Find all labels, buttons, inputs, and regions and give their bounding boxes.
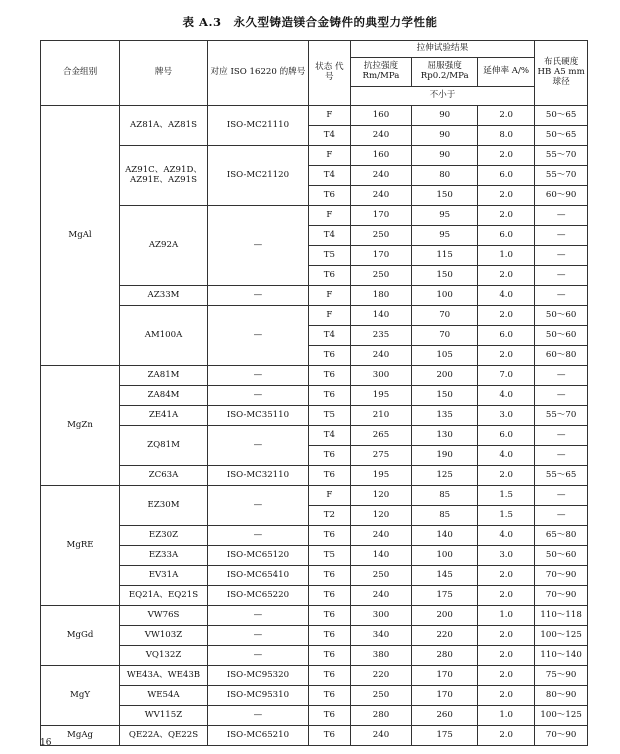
yield-strength-cell: 90 [412,126,478,146]
elongation-cell: 1.5 [478,486,535,506]
hardness-cell: 70～90 [535,586,588,606]
grade-cell: ZA84M [120,386,208,406]
mechanical-properties-table [40,40,588,746]
table-row [41,146,588,166]
state-cell: F [308,486,350,506]
iso-grade-cell: ISO-MC65410 [207,566,308,586]
tensile-strength-cell: 275 [350,446,412,466]
elongation-cell: 1.0 [478,606,535,626]
hardness-cell: 60～80 [535,346,588,366]
hardness-cell: — [535,426,588,446]
alloy-group-cell: MgY [41,666,120,726]
tensile-strength-cell: 300 [350,366,412,386]
yield-strength-cell: 175 [412,726,478,746]
state-cell: T6 [308,466,350,486]
tensile-strength-cell: 250 [350,566,412,586]
yield-strength-cell: 170 [412,666,478,686]
elongation-cell: 2.0 [478,566,535,586]
elongation-cell: 2.0 [478,186,535,206]
page-title: 表 A.3 永久型铸造镁合金铸件的典型力学性能 [182,15,438,29]
hardness-cell: 55～70 [535,166,588,186]
table-row [41,366,588,386]
table-row [41,306,588,326]
elongation-cell: 4.0 [478,446,535,466]
hardness-cell: 55～70 [535,406,588,426]
state-cell: F [308,306,350,326]
tensile-strength-cell: 240 [350,526,412,546]
grade-cell: VW103Z [120,626,208,646]
tensile-strength-cell: 240 [350,126,412,146]
hardness-cell: 70～90 [535,726,588,746]
header-state-code: 状态 代号 [308,41,350,106]
tensile-strength-cell: 210 [350,406,412,426]
state-cell: T4 [308,166,350,186]
iso-grade-cell: ISO-MC95310 [207,686,308,706]
grade-cell: EZ30M [120,486,208,526]
yield-strength-cell: 70 [412,306,478,326]
hardness-cell: 50～60 [535,326,588,346]
table-row [41,206,588,226]
iso-grade-cell: ISO-MC65220 [207,586,308,606]
hardness-cell: 70～90 [535,566,588,586]
elongation-cell: 8.0 [478,126,535,146]
iso-grade-cell: — [207,646,308,666]
hardness-cell: 50～60 [535,546,588,566]
tensile-strength-cell: 140 [350,306,412,326]
state-cell: T5 [308,246,350,266]
grade-cell: QE22A、QE22S [120,726,208,746]
table-row [41,106,588,126]
grade-cell: AZ81A、AZ81S [120,106,208,146]
grade-cell: AZ92A [120,206,208,286]
table-row [41,526,588,546]
iso-grade-cell: ISO-MC65120 [207,546,308,566]
state-cell: T6 [308,386,350,406]
tensile-strength-cell: 160 [350,106,412,126]
state-cell: T6 [308,526,350,546]
elongation-cell: 2.0 [478,206,535,226]
grade-cell: EZ33A [120,546,208,566]
table-row [41,626,588,646]
alloy-group-cell: MgAg [41,726,120,746]
tensile-strength-cell: 340 [350,626,412,646]
elongation-cell: 3.0 [478,406,535,426]
table-row [41,586,588,606]
elongation-cell: 2.0 [478,306,535,326]
state-cell: T4 [308,326,350,346]
tensile-strength-cell: 140 [350,546,412,566]
elongation-cell: 2.0 [478,346,535,366]
header-elongation: 延伸率 A/% [478,58,535,87]
yield-strength-cell: 220 [412,626,478,646]
tensile-strength-cell: 240 [350,186,412,206]
table-row [41,406,588,426]
tensile-strength-cell: 240 [350,166,412,186]
yield-strength-cell: 150 [412,386,478,406]
iso-grade-cell: — [207,286,308,306]
tensile-strength-cell: 195 [350,386,412,406]
iso-grade-cell: ISO-MC35110 [207,406,308,426]
iso-grade-cell: — [207,626,308,646]
table-row [41,606,588,626]
hardness-cell: 100～125 [535,706,588,726]
table-row [41,706,588,726]
yield-strength-cell: 135 [412,406,478,426]
yield-strength-cell: 170 [412,686,478,706]
hardness-cell: 50～60 [535,306,588,326]
alloy-group-cell: MgGd [41,606,120,666]
elongation-cell: 2.0 [478,626,535,646]
yield-strength-cell: 280 [412,646,478,666]
hardness-cell: — [535,506,588,526]
table-row [41,546,588,566]
hardness-cell: 50～65 [535,106,588,126]
tensile-strength-cell: 240 [350,726,412,746]
iso-grade-cell: ISO-MC21110 [207,106,308,146]
yield-strength-cell: 85 [412,486,478,506]
state-cell: T6 [308,686,350,706]
elongation-cell: 2.0 [478,146,535,166]
elongation-cell: 6.0 [478,226,535,246]
grade-cell: VW76S [120,606,208,626]
hardness-cell: — [535,226,588,246]
iso-grade-cell: — [207,386,308,406]
state-cell: T6 [308,706,350,726]
elongation-cell: 1.5 [478,506,535,526]
table-row [41,286,588,306]
table-row [41,466,588,486]
state-cell: T6 [308,666,350,686]
tensile-strength-cell: 195 [350,466,412,486]
elongation-cell: 2.0 [478,106,535,126]
iso-grade-cell: — [207,426,308,466]
table-row [41,646,588,666]
tensile-strength-cell: 240 [350,346,412,366]
hardness-cell: 80～90 [535,686,588,706]
elongation-cell: 6.0 [478,426,535,446]
table-row [41,666,588,686]
header-min-note: 不小于 [350,87,535,106]
state-cell: F [308,206,350,226]
hardness-cell: — [535,266,588,286]
hardness-cell: 65～80 [535,526,588,546]
grade-cell: WV115Z [120,706,208,726]
elongation-cell: 1.0 [478,706,535,726]
tensile-strength-cell: 170 [350,246,412,266]
yield-strength-cell: 95 [412,206,478,226]
yield-strength-cell: 200 [412,606,478,626]
hardness-cell: 55～65 [535,466,588,486]
hardness-cell: 60～90 [535,186,588,206]
yield-strength-cell: 145 [412,566,478,586]
grade-cell: WE43A、WE43B [120,666,208,686]
grade-cell: EZ30Z [120,526,208,546]
state-cell: T6 [308,626,350,646]
grade-cell: ZC63A [120,466,208,486]
yield-strength-cell: 190 [412,446,478,466]
state-cell: F [308,106,350,126]
elongation-cell: 2.0 [478,686,535,706]
yield-strength-cell: 260 [412,706,478,726]
tensile-strength-cell: 120 [350,506,412,526]
hardness-cell: — [535,206,588,226]
tensile-strength-cell: 235 [350,326,412,346]
alloy-group-cell: MgZn [41,366,120,486]
header-iso-grade: 对应 ISO 16220 的牌号 [207,41,308,106]
state-cell: T6 [308,606,350,626]
hardness-cell: 75～90 [535,666,588,686]
iso-grade-cell: ISO-MC65210 [207,726,308,746]
table-row [41,386,588,406]
tensile-strength-cell: 170 [350,206,412,226]
table-row [41,566,588,586]
table-row [41,726,588,746]
tensile-strength-cell: 300 [350,606,412,626]
state-cell: T5 [308,546,350,566]
hardness-cell: — [535,366,588,386]
yield-strength-cell: 100 [412,546,478,566]
state-cell: T6 [308,366,350,386]
elongation-cell: 7.0 [478,366,535,386]
tensile-strength-cell: 380 [350,646,412,666]
elongation-cell: 3.0 [478,546,535,566]
tensile-strength-cell: 120 [350,486,412,506]
state-cell: T6 [308,346,350,366]
iso-grade-cell: — [207,306,308,366]
elongation-cell: 2.0 [478,586,535,606]
header-tensile-strength: 抗拉强度 Rm/MPa [350,58,412,87]
header-grade: 牌号 [120,41,208,106]
state-cell: T6 [308,266,350,286]
hardness-cell: 50～65 [535,126,588,146]
grade-cell: EV31A [120,566,208,586]
iso-grade-cell: — [207,606,308,626]
header-tensile-results: 拉伸试验结果 [350,41,535,58]
elongation-cell: 6.0 [478,326,535,346]
elongation-cell: 4.0 [478,526,535,546]
yield-strength-cell: 90 [412,146,478,166]
elongation-cell: 2.0 [478,666,535,686]
state-cell: T6 [308,726,350,746]
yield-strength-cell: 70 [412,326,478,346]
yield-strength-cell: 150 [412,266,478,286]
tensile-strength-cell: 220 [350,666,412,686]
yield-strength-cell: 200 [412,366,478,386]
grade-cell: WE54A [120,686,208,706]
table-body [41,106,588,746]
header-brinell-hardness: 布氏硬度 HB A5 mm 球径 [535,41,588,106]
yield-strength-cell: 90 [412,106,478,126]
yield-strength-cell: 175 [412,586,478,606]
state-cell: T2 [308,506,350,526]
iso-grade-cell: ISO-MC95320 [207,666,308,686]
yield-strength-cell: 80 [412,166,478,186]
elongation-cell: 2.0 [478,466,535,486]
hardness-cell: — [535,286,588,306]
hardness-cell: — [535,386,588,406]
iso-grade-cell: — [207,366,308,386]
state-cell: T6 [308,566,350,586]
iso-grade-cell: — [207,706,308,726]
table-row [41,486,588,506]
table-row [41,686,588,706]
yield-strength-cell: 125 [412,466,478,486]
hardness-cell: 100～125 [535,626,588,646]
alloy-group-cell: MgAl [41,106,120,366]
grade-cell: ZA81M [120,366,208,386]
yield-strength-cell: 130 [412,426,478,446]
tensile-strength-cell: 280 [350,706,412,726]
grade-cell: AZ33M [120,286,208,306]
grade-cell: VQ132Z [120,646,208,666]
iso-grade-cell: ISO-MC21120 [207,146,308,206]
yield-strength-cell: 85 [412,506,478,526]
tensile-strength-cell: 250 [350,266,412,286]
elongation-cell: 4.0 [478,386,535,406]
yield-strength-cell: 105 [412,346,478,366]
tensile-strength-cell: 240 [350,586,412,606]
grade-cell: AM100A [120,306,208,366]
elongation-cell: 4.0 [478,286,535,306]
iso-grade-cell: — [207,206,308,286]
elongation-cell: 2.0 [478,646,535,666]
state-cell: T4 [308,226,350,246]
state-cell: F [308,146,350,166]
hardness-cell: 110～118 [535,606,588,626]
state-cell: T5 [308,406,350,426]
tensile-strength-cell: 160 [350,146,412,166]
state-cell: T4 [308,426,350,446]
iso-grade-cell: — [207,486,308,526]
state-cell: T6 [308,186,350,206]
tensile-strength-cell: 265 [350,426,412,446]
elongation-cell: 1.0 [478,246,535,266]
grade-cell: AZ91C、AZ91D、 AZ91E、AZ91S [120,146,208,206]
tensile-strength-cell: 180 [350,286,412,306]
yield-strength-cell: 150 [412,186,478,206]
hardness-cell: — [535,446,588,466]
iso-grade-cell: — [207,526,308,546]
grade-cell: ZQ81M [120,426,208,466]
header-yield-strength: 屈服强度 Rp0.2/MPa [412,58,478,87]
yield-strength-cell: 115 [412,246,478,266]
state-cell: T6 [308,646,350,666]
table-row [41,426,588,446]
grade-cell: EQ21A、EQ21S [120,586,208,606]
state-cell: T6 [308,586,350,606]
yield-strength-cell: 100 [412,286,478,306]
hardness-cell: — [535,246,588,266]
tensile-strength-cell: 250 [350,226,412,246]
hardness-cell: 110～140 [535,646,588,666]
iso-grade-cell: ISO-MC32110 [207,466,308,486]
state-cell: F [308,286,350,306]
tensile-strength-cell: 250 [350,686,412,706]
grade-cell: ZE41A [120,406,208,426]
yield-strength-cell: 140 [412,526,478,546]
page-number: 16 [40,738,52,748]
alloy-group-cell: MgRE [41,486,120,606]
header-alloy-group: 合金组别 [41,41,120,106]
state-cell: T4 [308,126,350,146]
state-cell: T6 [308,446,350,466]
hardness-cell: 55～70 [535,146,588,166]
hardness-cell: — [535,486,588,506]
elongation-cell: 2.0 [478,266,535,286]
elongation-cell: 6.0 [478,166,535,186]
yield-strength-cell: 95 [412,226,478,246]
elongation-cell: 2.0 [478,726,535,746]
